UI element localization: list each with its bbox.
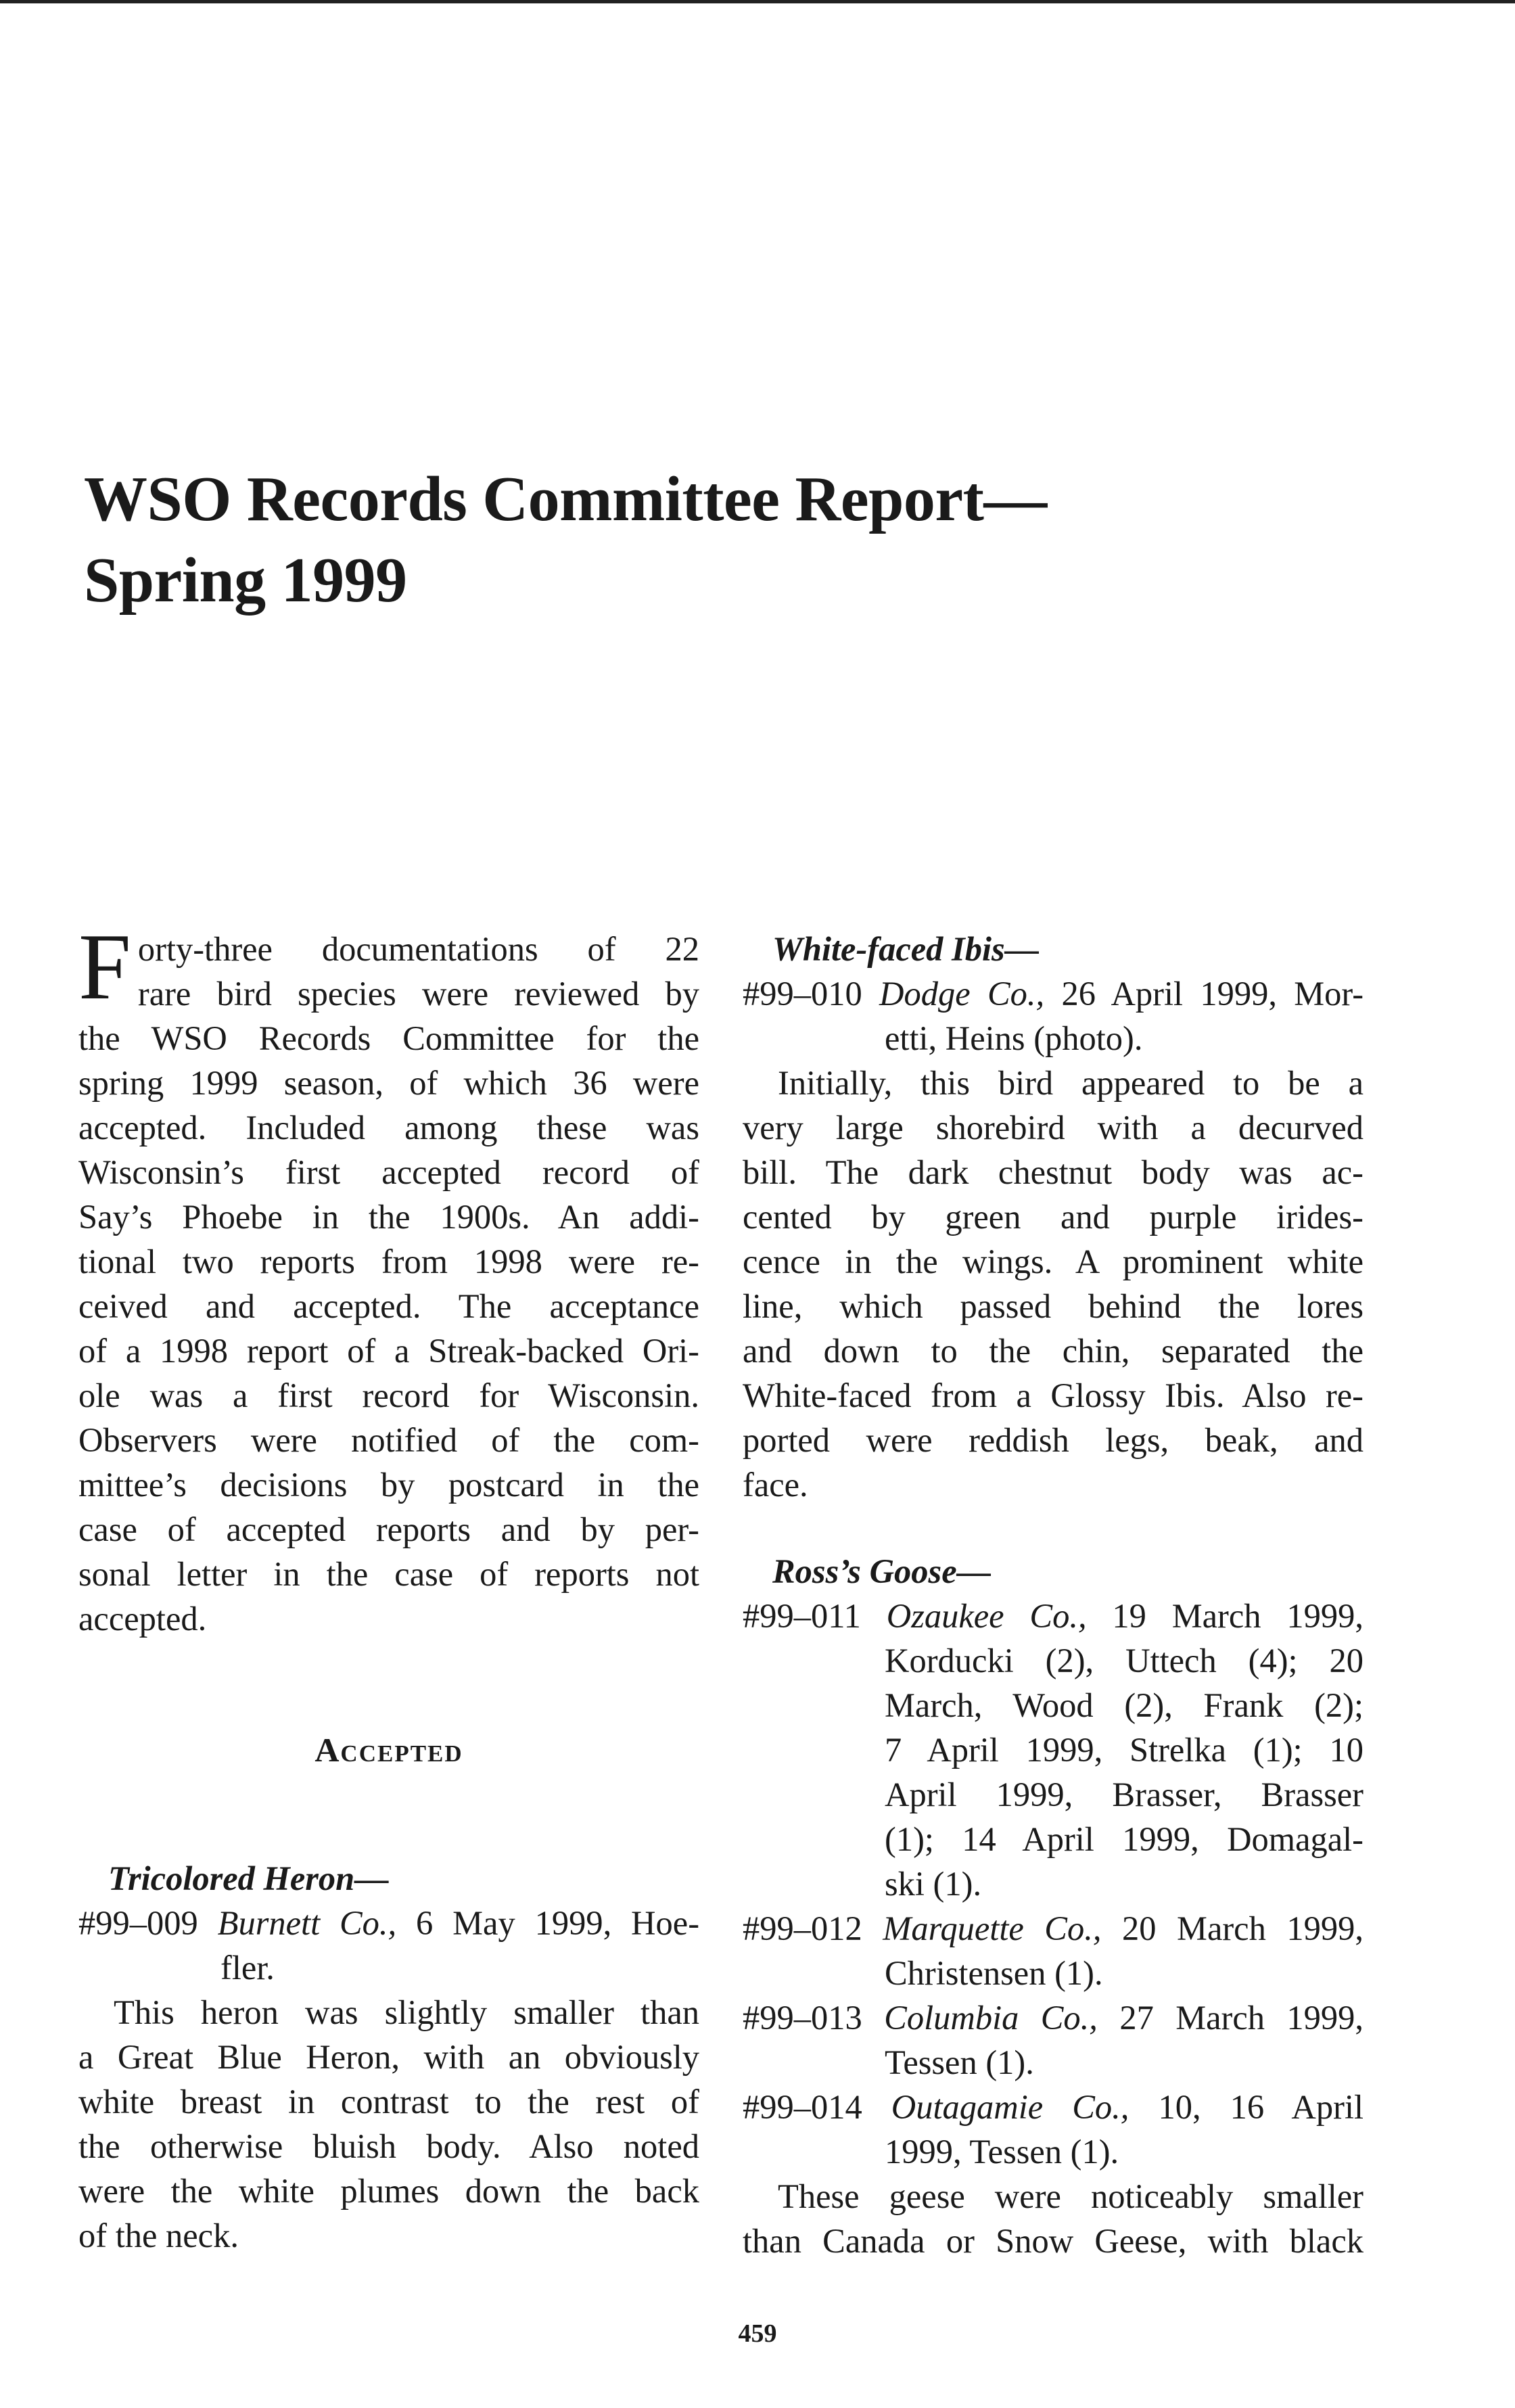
description-line: This heron was slightly smaller than bbox=[114, 1993, 699, 2031]
record-number: #99–012 bbox=[743, 1909, 862, 1947]
intro-line: accepted. bbox=[78, 1600, 207, 1638]
intro-line: orty-three documentations of 22 bbox=[137, 930, 699, 968]
page-number: 459 bbox=[738, 2319, 777, 2348]
top-rule bbox=[0, 0, 1515, 3]
record-entry bbox=[743, 1594, 1364, 1906]
intro-line: the WSO Records Committee for the bbox=[78, 1019, 699, 1057]
intro-line: ole was a first record for Wisconsin. bbox=[78, 1376, 699, 1414]
section-heading-accepted: Accepted bbox=[314, 1731, 463, 1769]
description-line: Initially, this bird appeared to be a bbox=[778, 1064, 1364, 1102]
record-continuation: etti, Heins (photo). bbox=[885, 1019, 1143, 1057]
intro-line: ceived and accepted. The acceptance bbox=[78, 1287, 699, 1325]
record-details: 26 April 1999, Mor- bbox=[1061, 975, 1364, 1013]
description-line: a Great Blue Heron, with an obviously bbox=[78, 2038, 699, 2076]
species-description bbox=[78, 1990, 699, 2258]
description-line: bill. The dark chestnut body was ac- bbox=[743, 1153, 1364, 1191]
description-line: of the neck. bbox=[78, 2217, 239, 2254]
record-continuation: March, Wood (2), Frank (2); bbox=[885, 1686, 1364, 1724]
left-column bbox=[78, 914, 700, 2258]
record-county: Burnett Co., bbox=[217, 1904, 397, 1942]
record-line bbox=[743, 1594, 1364, 1638]
description-line: cence in the wings. A prominent white bbox=[743, 1243, 1364, 1280]
record-continuation: (1); 14 April 1999, Domagal- bbox=[885, 1820, 1364, 1858]
intro-line: case of accepted reports and by per- bbox=[78, 1510, 699, 1548]
description-line: ported were reddish legs, beak, and bbox=[743, 1421, 1364, 1459]
record-number: #99–014 bbox=[743, 2088, 862, 2126]
drop-cap: F bbox=[78, 914, 131, 1019]
record-continuation: Tessen (1). bbox=[885, 2043, 1034, 2081]
record-continuation: 1999, Tessen (1). bbox=[885, 2133, 1119, 2171]
title-line-2: Spring 1999 bbox=[84, 545, 407, 616]
description-line: and down to the chin, separated the bbox=[743, 1332, 1364, 1370]
intro-line: Say’s Phoebe in the 1900s. An addi- bbox=[78, 1198, 699, 1236]
description-line: than Canada or Snow Geese, with black bbox=[743, 2222, 1364, 2260]
record-county: Dodge Co., bbox=[879, 975, 1045, 1013]
record-details: 6 May 1999, Hoe- bbox=[416, 1904, 700, 1942]
intro-line: mittee’s decisions by postcard in the bbox=[78, 1466, 699, 1504]
description-line: the otherwise bluish body. Also noted bbox=[78, 2127, 699, 2165]
record-entry bbox=[743, 1995, 1364, 2085]
record-number: #99–010 bbox=[743, 975, 862, 1013]
intro-line: Wisconsin’s first accepted record of bbox=[78, 1153, 699, 1191]
record-continuation: Christensen (1). bbox=[885, 1954, 1103, 1992]
intro-line: sonal letter in the case of reports not bbox=[78, 1555, 699, 1593]
record-entry bbox=[743, 971, 1364, 1061]
intro-line: spring 1999 season, of which 36 were bbox=[78, 1064, 699, 1102]
record-details: 27 March 1999, bbox=[1119, 1999, 1364, 2037]
description-line: line, which passed behind the lores bbox=[743, 1287, 1364, 1325]
record-continuation: 7 April 1999, Strelka (1); 10 bbox=[885, 1731, 1364, 1769]
record-number: #99–009 bbox=[78, 1904, 198, 1942]
record-line bbox=[78, 1901, 699, 1945]
spacer bbox=[743, 1507, 1364, 1549]
record-line bbox=[743, 971, 1364, 1016]
record-number: #99–013 bbox=[743, 1999, 862, 2037]
record-county: Outagamie Co., bbox=[891, 2088, 1129, 2126]
intro-paragraph bbox=[78, 914, 699, 1641]
intro-line: Observers were notified of the com- bbox=[78, 1421, 699, 1459]
record-entry bbox=[743, 1906, 1364, 1995]
record-line bbox=[743, 1995, 1364, 2040]
intro-line: of a 1998 report of a Streak-backed Ori- bbox=[78, 1332, 699, 1370]
record-continuation: April 1999, Brasser, Brasser bbox=[885, 1776, 1364, 1813]
intro-line: rare bird species were reviewed by bbox=[137, 975, 699, 1013]
record-line bbox=[743, 1906, 1364, 1951]
intro-line: accepted. Included among these was bbox=[78, 1109, 699, 1147]
record-continuation: fler. bbox=[220, 1949, 275, 1987]
record-entry bbox=[743, 2085, 1364, 2174]
record-details: 20 March 1999, bbox=[1122, 1909, 1364, 1947]
title-line-1: WSO Records Committee Report— bbox=[84, 464, 1047, 534]
description-line: were the white plumes down the back bbox=[78, 2172, 699, 2210]
description-line: White-faced from a Glossy Ibis. Also re- bbox=[743, 1376, 1364, 1414]
record-details: 19 March 1999, bbox=[1112, 1597, 1364, 1635]
record-continuation: ski (1). bbox=[885, 1865, 982, 1903]
record-county: Columbia Co., bbox=[884, 1999, 1098, 2037]
description-line: very large shorebird with a decurved bbox=[743, 1109, 1364, 1147]
description-line: These geese were noticeably smaller bbox=[778, 2177, 1364, 2215]
intro-line: tional two reports from 1998 were re- bbox=[78, 1243, 699, 1280]
species-description bbox=[743, 1061, 1364, 1507]
spacer bbox=[78, 1641, 699, 1728]
description-line: cented by green and purple irides- bbox=[743, 1198, 1364, 1236]
record-county: Marquette Co., bbox=[883, 1909, 1102, 1947]
record-line bbox=[743, 2085, 1364, 2129]
record-number: #99–011 bbox=[743, 1597, 861, 1635]
record-details: 10, 16 April bbox=[1158, 2088, 1364, 2126]
species-heading-tricolored-heron: Tricolored Heron— bbox=[108, 1859, 389, 1897]
description-line: face. bbox=[743, 1466, 808, 1504]
description-line: white breast in contrast to the rest of bbox=[78, 2083, 699, 2121]
record-entry bbox=[78, 1901, 699, 1990]
species-heading-ross-goose: Ross’s Goose— bbox=[772, 1552, 992, 1590]
right-column bbox=[743, 927, 1364, 2263]
spacer bbox=[78, 1772, 699, 1856]
species-heading-white-faced-ibis: White-faced Ibis— bbox=[772, 930, 1040, 968]
record-continuation: Korducki (2), Uttech (4); 20 bbox=[885, 1642, 1364, 1680]
species-description bbox=[743, 2174, 1364, 2263]
article-title bbox=[84, 459, 1234, 621]
record-county: Ozaukee Co., bbox=[886, 1597, 1087, 1635]
